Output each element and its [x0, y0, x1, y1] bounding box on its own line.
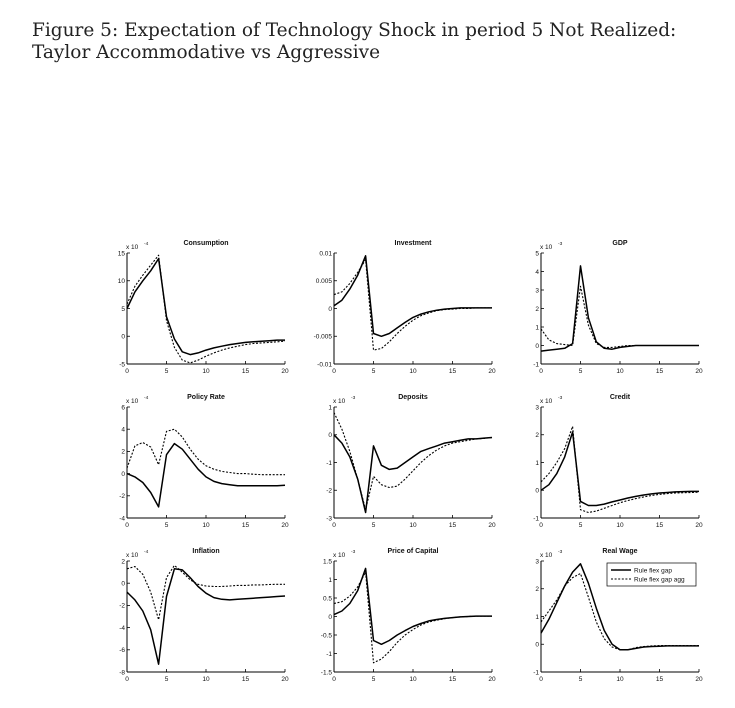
y-tick-label: -2: [119, 493, 125, 501]
x-tick-label: 0: [332, 522, 336, 529]
x-tick-label: 0: [125, 522, 129, 529]
y-tick-label: 0.005: [315, 278, 332, 286]
series-line-flex-gap-agg: [127, 429, 285, 475]
x-tick-label: 10: [616, 522, 624, 529]
y-tick-label: -4: [119, 624, 125, 632]
x-tick-label: 0: [539, 368, 543, 375]
legend-label: Rule flex gap: [634, 567, 672, 575]
x-tick-label: 15: [448, 676, 457, 683]
panel-consumption: [118, 240, 289, 375]
y-tick-label: 0: [535, 342, 539, 350]
y-tick-label: 0.5: [322, 595, 332, 603]
panel-title: Inflation: [192, 548, 220, 555]
panel-real-wage: [533, 548, 703, 683]
x-tick-label: 5: [371, 522, 376, 529]
y-tick-label: 1: [535, 324, 539, 332]
series-line-flex-gap: [541, 432, 699, 506]
legend: [607, 563, 696, 586]
y-tick-label: 0.01: [319, 250, 332, 258]
y-tick-label: -6: [119, 647, 125, 655]
x-tick-label: 0: [332, 368, 336, 375]
panel-gdp: [533, 240, 703, 375]
x-tick-label: 20: [488, 522, 496, 529]
y-tick-label: -1: [533, 515, 539, 523]
series-line-flex-gap: [127, 444, 285, 507]
x-tick-label: 5: [578, 368, 583, 375]
x-tick-label: 20: [281, 368, 289, 375]
figure-caption: Figure 5: Expectation of Technology Shock in period 5 Not Realized: Taylor Accommodative vs Aggressive: [32, 20, 677, 63]
panel-title: Policy Rate: [187, 394, 225, 401]
x-tick-label: 0: [125, 368, 129, 375]
series-line-flex-gap-agg: [541, 286, 699, 347]
y-tick-label: -5: [119, 361, 125, 369]
series-line-flex-gap-agg: [334, 260, 492, 350]
series-line-flex-gap: [127, 259, 285, 355]
y-tick-label: -4: [119, 515, 125, 523]
x-tick-label: 15: [655, 676, 664, 683]
series-line-flex-gap-agg: [334, 413, 492, 510]
x-tick-label: 10: [616, 368, 624, 375]
x-tick-label: 20: [695, 522, 703, 529]
panel-inflation: [119, 548, 289, 683]
x-tick-label: 0: [539, 522, 543, 529]
series-line-flex-gap: [334, 256, 492, 336]
series-line-flex-gap: [127, 569, 285, 664]
x-tick-label: 5: [578, 522, 583, 529]
y-tick-label: 15: [117, 250, 125, 258]
y-tick-label: 3: [535, 404, 539, 412]
x-tick-label: 15: [448, 522, 457, 529]
scale-exponent: -4: [144, 396, 149, 401]
scale-label: x 10: [333, 552, 346, 559]
panel-title: Investment: [394, 240, 432, 247]
y-tick-label: -1: [533, 361, 539, 369]
x-tick-label: 15: [655, 368, 664, 375]
x-tick-label: 20: [281, 522, 289, 529]
y-tick-label: 4: [535, 268, 539, 276]
y-tick-label: 1: [328, 576, 332, 584]
y-tick-label: -1: [326, 459, 332, 467]
y-tick-label: -1.5: [320, 669, 332, 677]
scale-exponent: -3: [558, 396, 563, 401]
series-line-flex-gap: [541, 266, 699, 351]
y-tick-label: -1: [326, 650, 332, 658]
x-tick-label: 10: [616, 676, 624, 683]
x-tick-label: 10: [202, 676, 210, 683]
y-tick-label: -0.005: [313, 333, 332, 341]
series-line-flex-gap: [334, 435, 492, 513]
scale-exponent: -3: [351, 396, 356, 401]
y-tick-label: -3: [326, 515, 332, 523]
scale-exponent: -3: [351, 550, 356, 555]
scale-label: x 10: [126, 244, 139, 251]
y-tick-label: -0.01: [317, 361, 332, 369]
y-tick-label: -0.5: [320, 632, 332, 640]
y-tick-label: 2: [535, 586, 539, 594]
scale-label: x 10: [540, 552, 553, 559]
y-tick-label: 0: [121, 580, 125, 588]
x-tick-label: 0: [539, 676, 543, 683]
y-tick-label: 2: [121, 558, 125, 566]
y-tick-label: 2: [121, 448, 125, 456]
y-tick-label: 0: [328, 432, 332, 440]
x-tick-label: 0: [125, 676, 129, 683]
y-tick-label: 2: [535, 432, 539, 440]
y-tick-label: 5: [535, 250, 539, 258]
scale-label: x 10: [540, 244, 553, 251]
y-tick-label: 3: [535, 558, 539, 566]
x-tick-label: 0: [332, 676, 336, 683]
scale-exponent: -3: [558, 242, 563, 247]
x-tick-label: 5: [578, 676, 583, 683]
y-tick-label: -2: [119, 602, 125, 610]
y-tick-label: 4: [121, 426, 125, 434]
x-tick-label: 15: [448, 368, 457, 375]
x-tick-label: 15: [241, 676, 250, 683]
y-tick-label: 0: [328, 613, 332, 621]
x-tick-label: 5: [164, 522, 169, 529]
scale-label: x 10: [540, 398, 553, 405]
x-tick-label: 5: [164, 676, 169, 683]
x-tick-label: 20: [488, 676, 496, 683]
y-tick-label: 6: [121, 404, 125, 412]
panel-policy-rate: [119, 394, 289, 529]
panel-title: Deposits: [398, 394, 428, 401]
y-tick-label: 5: [121, 305, 125, 313]
y-tick-label: 1: [535, 613, 539, 621]
x-tick-label: 10: [202, 522, 210, 529]
x-tick-label: 15: [655, 522, 664, 529]
x-tick-label: 20: [281, 676, 289, 683]
scale-label: x 10: [126, 552, 139, 559]
panel-title: GDP: [612, 240, 628, 247]
y-tick-label: 0: [121, 470, 125, 478]
y-tick-label: -1: [533, 669, 539, 677]
panel-price-of-capital: [321, 548, 496, 683]
y-tick-label: -8: [119, 669, 125, 677]
x-tick-label: 5: [371, 368, 376, 375]
y-tick-label: 0: [535, 641, 539, 649]
y-tick-label: 1: [328, 404, 332, 412]
y-tick-label: 1: [535, 459, 539, 467]
panel-title: Consumption: [183, 240, 229, 247]
x-tick-label: 10: [409, 676, 417, 683]
x-tick-label: 10: [202, 368, 210, 375]
x-tick-label: 15: [241, 368, 250, 375]
y-tick-label: -2: [326, 487, 332, 495]
scale-exponent: -4: [144, 242, 149, 247]
panel-credit: [533, 394, 703, 529]
scale-exponent: -3: [558, 550, 563, 555]
y-tick-label: 2: [535, 305, 539, 313]
x-tick-label: 20: [695, 676, 703, 683]
y-tick-label: 10: [117, 278, 125, 286]
panel-title: Price of Capital: [387, 548, 439, 555]
y-tick-label: 0: [121, 333, 125, 341]
series-line-flex-gap-agg: [334, 572, 492, 663]
scale-label: x 10: [126, 398, 139, 405]
panel-deposits: [326, 394, 496, 529]
y-tick-label: 3: [535, 287, 539, 295]
x-tick-label: 5: [371, 676, 376, 683]
scale-exponent: -4: [144, 550, 149, 555]
x-tick-label: 10: [409, 368, 417, 375]
panel-title: Real Wage: [602, 548, 638, 555]
x-tick-label: 15: [241, 522, 250, 529]
panel-title: Credit: [609, 394, 631, 401]
x-tick-label: 20: [488, 368, 496, 375]
x-tick-label: 5: [164, 368, 169, 375]
y-tick-label: 0: [535, 487, 539, 495]
legend-label: Rule flex gap agg: [634, 576, 685, 584]
y-tick-label: 0: [328, 305, 332, 313]
x-tick-label: 20: [695, 368, 703, 375]
panel-investment: [314, 240, 496, 375]
series-line-flex-gap: [334, 568, 492, 644]
y-tick-label: 1.5: [322, 558, 332, 566]
x-tick-label: 10: [409, 522, 417, 529]
scale-label: x 10: [333, 398, 346, 405]
